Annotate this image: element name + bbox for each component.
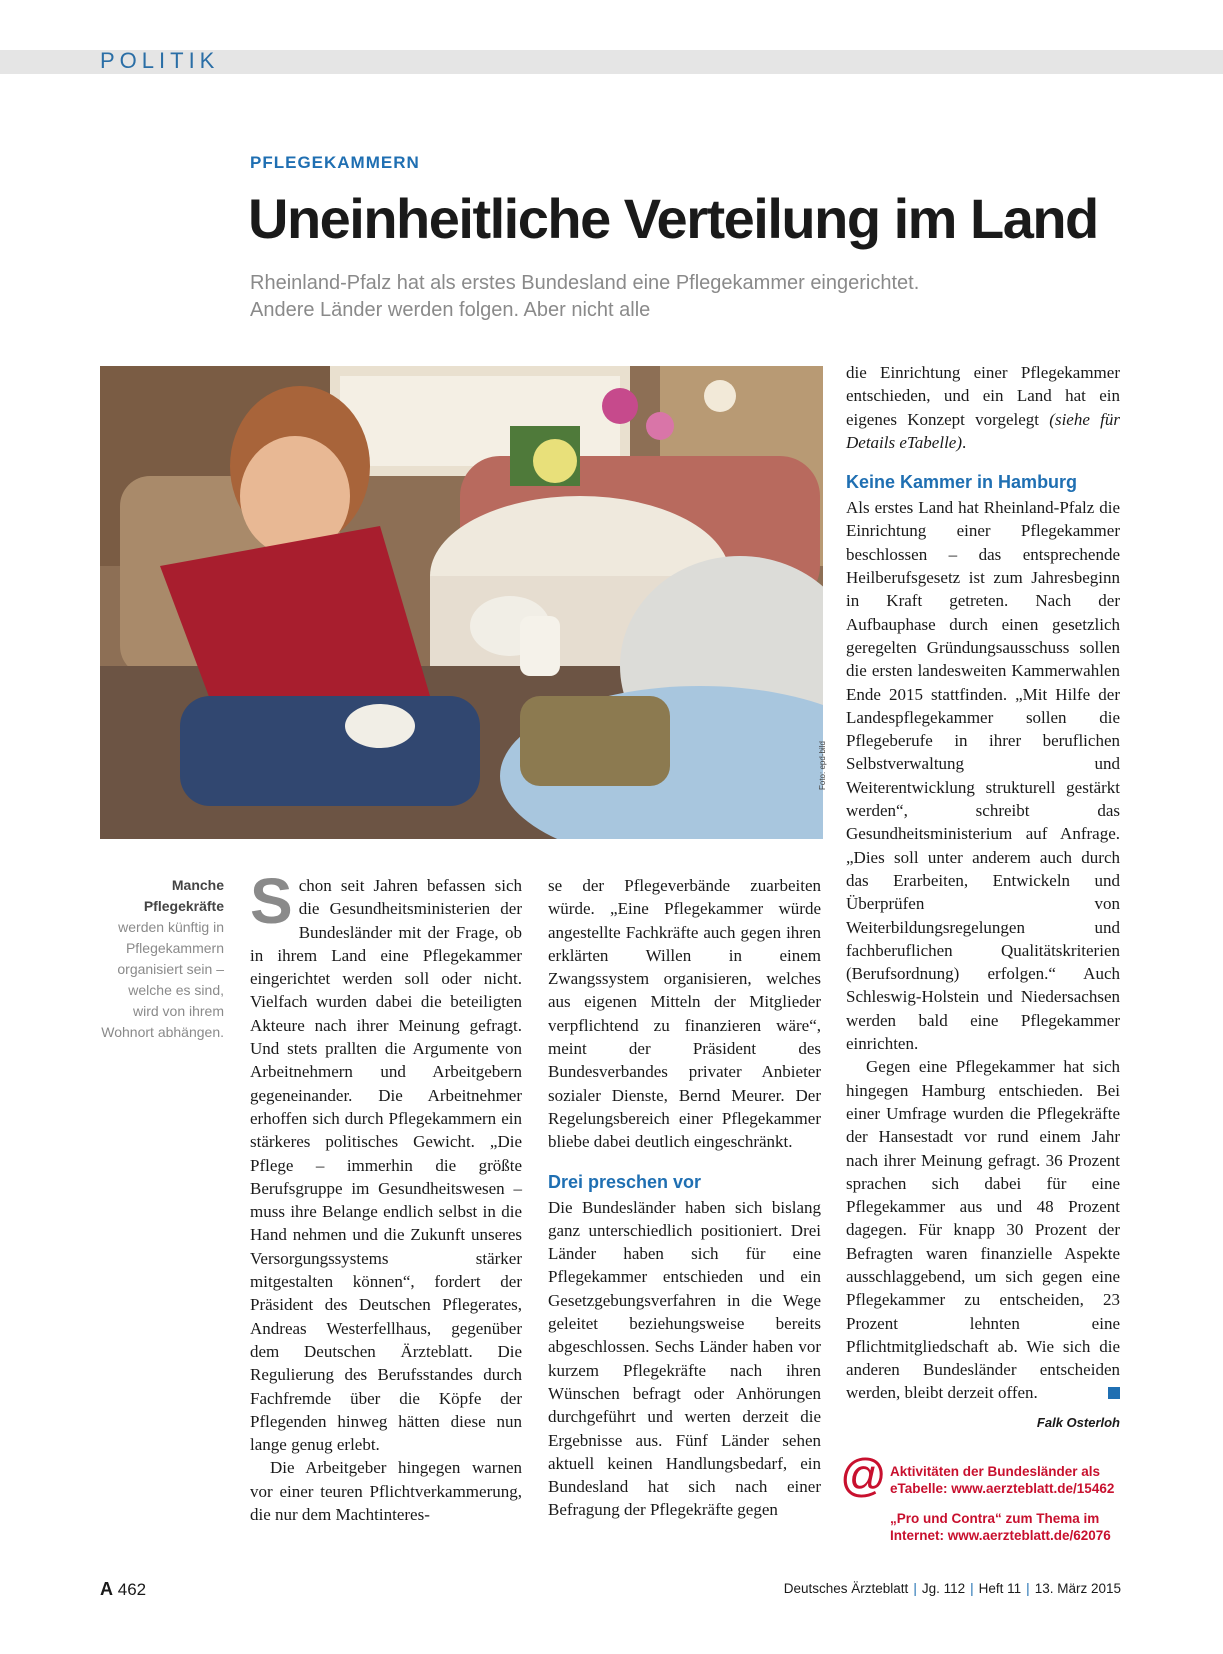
link-etabelle-line-1: Aktivitäten der Bundesländer als [890, 1464, 1101, 1479]
article-lead [250, 270, 1070, 324]
page-prefix: A [100, 1579, 113, 1599]
page-number-value: 462 [117, 1580, 147, 1599]
paragraph: se der Pflegeverbände zuarbeiten würde. „Eine Pflegekammer würde angestellte Fachkräfte auch gegen ihren erklärten Willen in einem Zwangssystem organisieren, welches aus eigenen Mitteln der Mitglieder verpflichtend zu finanzieren wäre“, meint der Präsident des Bundesverbandes privater Anbieter sozialer Dienste, Bernd Meurer. Der Regelungsbereich einer Pflegekammer bliebe dabei deutlich eingeschränkt. [548, 876, 821, 1152]
etabelle-reference: (siehe für Details eTabelle) [846, 409, 1120, 452]
sentence-end: . [962, 432, 967, 452]
caption-bold: Manche Pflegekräfte [143, 877, 224, 914]
paragraph: Die Bundesländer haben sich bislang ganz unterschiedlich positioniert. Drei Länder haben sich für eine Pflegekammer entschieden und ein Gesetzgebungsverfahren in die Wege geleitet beziehungsweise bereits abgeschlossen. Sechs Länder haben vor kurzem Pflegekräfte nach ihren Wünschen befragt oder Anhörungen durchgeführt und werten derzeit die Ergebnisse aus. Fünf Länder sehen aktuell keinen Handlungsbedarf, ein Bundesland hat sich nach einer Befragung der Pflegekräfte gegen [548, 1197, 821, 1520]
section-label: POLITIK [100, 48, 220, 73]
journal-volume: Jg. 112 [921, 1581, 966, 1596]
journal-issue: Heft 11 [978, 1581, 1022, 1596]
link-pro-contra-line-2: Internet: www.aerzteblatt.de/62076 [890, 1528, 1111, 1543]
journal-date: 13. März 2015 [1034, 1581, 1121, 1596]
journal-name: Deutsches Ärzteblatt [783, 1581, 909, 1596]
article-headline: Uneinheitliche Verteilung im Land [248, 187, 1098, 250]
link-etabelle[interactable] [890, 1463, 1130, 1497]
paragraph: die Einrichtung einer Pflegekammer entschieden, und ein Land hat ein eigenes Konzept vorgelegt [846, 363, 1120, 429]
link-etabelle-line-2: eTabelle: www.aerzteblatt.de/15462 [890, 1481, 1115, 1496]
end-mark-icon [1108, 1387, 1120, 1399]
drop-cap: S [250, 865, 293, 937]
page-number [100, 1579, 146, 1600]
photo-illustration [100, 366, 823, 839]
article-kicker: PFLEGEKAMMERN [250, 153, 420, 172]
photo-credit: Foto: epd-bild [818, 741, 827, 790]
caption-text: werden künftig in Pflegekammern organisiert sein – welche es sind, wird von ihrem Wohnort abhängen. [101, 919, 224, 1040]
journal-info [784, 1581, 1121, 1596]
paragraph: Gegen eine Pflegekammer hat sich hingegen Hamburg entschieden. Bei einer Umfrage wurden die Pflegekräfte der Hansestadt vor rund einem Jahr nach ihrer Meinung gefragt. 36 Prozent sprachen sich dabei für eine Pflegekammer aus und 48 Prozent dagegen. Für knapp 30 Prozent der Befragten waren finanzielle Aspekte ausschlaggebend, um sich gegen eine Pflegekammer zu entscheiden, 23 Prozent lehnten eine Pflichtmitgliedschaft ab. Wie sich die anderen Bundesländer entscheiden werden, bleibt derzeit offen. [846, 1057, 1120, 1403]
link-pro-contra[interactable] [890, 1510, 1130, 1544]
separator: | [1026, 1581, 1030, 1596]
paragraph: Die Arbeitgeber hingegen warnen vor einer teuren Pflichtverkammerung, die nur dem Machtinteres- [250, 1458, 522, 1525]
separator: | [970, 1581, 974, 1596]
body-column-1 [250, 865, 522, 1526]
author-byline: Falk Osterloh [1036, 1414, 1120, 1430]
subheading: Keine Kammer in Hamburg [846, 472, 1078, 493]
article-photo [100, 366, 823, 839]
photo-caption [100, 875, 224, 1043]
link-pro-contra-line-1: „Pro und Contra“ zum Thema im [890, 1511, 1100, 1526]
paragraph: Als erstes Land hat Rheinland-Pfalz die Einrichtung einer Pflegekammer beschlossen – das entsprechende Heilberufsgesetz ist zum Jahresbeginn in Kraft getreten. Nach der Aufbauphase durch einen gesetzlich geregelten Gründungsausschuss sollen die ersten landesweiten Kammerwahlen Ende 2015 stattfinden. „Mit Hilfe der Landespflegekammer sollen die Pflegeberufe in ihrer beruflichen Selbstverwaltung und Weiterentwicklung strukturell gestärkt werden“, schreibt das Gesundheitsministerium auf Anfrage. „Dies soll unter anderem auch durch das Erarbeiten, Entwickeln und Überprüfen von Weiterbildungsregelungen und fachberuflichen Qualitätskriterien (Berufsordnung) erfolgen.“ Auch Schleswig-Holstein und Niedersachsen werden bald eine Pflegekammer einrichten. [846, 498, 1120, 1054]
body-column-2 [548, 874, 821, 1522]
at-icon: @ [840, 1449, 887, 1501]
related-links [890, 1463, 1130, 1557]
separator: | [913, 1581, 917, 1596]
paragraph: chon seit Jahren befassen sich die Gesundheitsministerien der Bundesländer mit der Frage, ob in ihrem Land eine Pflegekammer eingerichtet werden soll oder nicht. Vielfach wurden dabei die beteiligten Akteure nach ihrer Meinung gefragt. Und stets prallten die Argumente von Arbeitnehmern und Arbeitgebern gegeneinander. Die Arbeitnehmer erhoffen sich durch Pflegekammern ein stärkeres politisches Gewicht. „Die Pflege – immerhin die größte Berufsgruppe im Gesundheitswesen – muss ihre Belange endlich selbst in die Hand nehmen und die Zukunft unseres Versorgungssystems stärker mitgestalten können“, fordert der Präsident des Deutschen Pflegerates, Andreas Westerfellhaus, gegenüber dem Deutschen Ärzteblatt. Die Regulierung des Berufsstandes durch Fachfremde über die Köpfe der Pflegenden hinweg hätten diese nun lange genug erlebt. [250, 876, 522, 1455]
subheading: Drei preschen vor [548, 1171, 702, 1192]
lead-line-2: Andere Länder werden folgen. Aber nicht alle [250, 299, 651, 321]
body-column-3 [846, 361, 1120, 1434]
lead-line-1: Rheinland-Pfalz hat als erstes Bundesland eine Pflegekammer eingerichtet. [250, 272, 920, 294]
